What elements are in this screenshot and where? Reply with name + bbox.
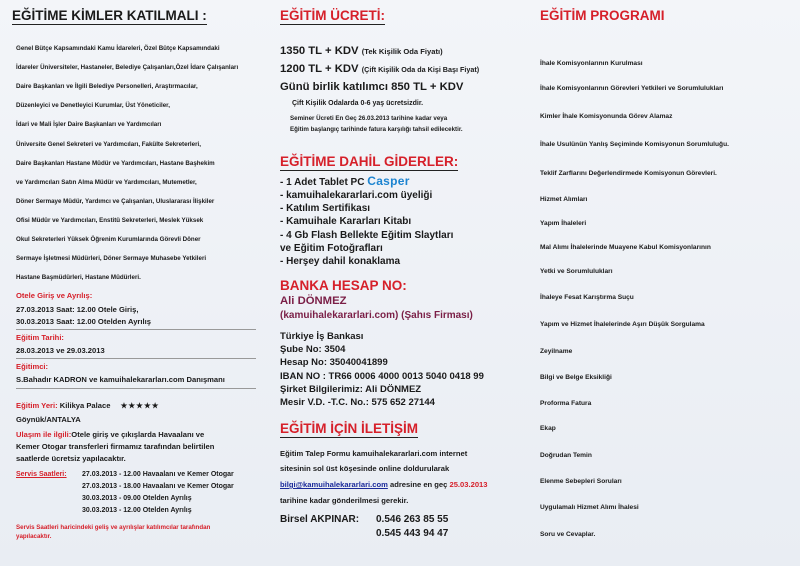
divider <box>16 329 256 330</box>
audience-item: Ofisi Müdür ve Yardımcıları, Enstitü Sekreterleri, Meslek Yüksek <box>16 216 204 224</box>
audience-item: Hastane Başmüdürleri, Hastane Müdürleri. <box>16 274 141 282</box>
fee-double: 1200 TL + KDV (Çift Kişilik Oda da Kişi Başı Fiyat) <box>280 63 480 75</box>
included-item: - Kamuihale Kararları Kitabı <box>280 216 412 228</box>
bank-title: BANKA HESAP NO: <box>280 278 407 293</box>
divider <box>16 388 256 389</box>
star-rating: ★★★★★ <box>120 401 160 410</box>
transport-line-1: Otele giriş ve çıkışlarda Havaalanı ve <box>71 430 205 439</box>
program-item: Proforma Fatura <box>540 400 592 407</box>
included-item: - Katılım Sertifikası <box>280 203 371 215</box>
program-item: Yapım ve Hizmet İhalelerinde Aşırı Düşük Sorgulama <box>540 321 705 328</box>
included-tablet: - 1 Adet Tablet PC Casper <box>280 174 410 188</box>
transport-line-3: saatlerde ücretsiz yapılacaktır. <box>16 454 126 463</box>
hotel-line-2: 30.03.2013 Saat: 12.00 Otelden Ayrılış <box>16 317 151 326</box>
program-item: İhale Usulünün Yanlış Seçiminde Komisyonun Sorumluluğu. <box>540 141 729 148</box>
service-time-3: 30.03.2013 - 09.00 Otelden Ayrılış <box>82 495 192 502</box>
audience-item: Üniversite Genel Sekreteri ve Yardımcıları, Fakülte Sekreterleri, <box>16 140 201 148</box>
casper-logo: Casper <box>367 174 410 188</box>
audience-item: Döner Sermaye Müdür, Yardımcı ve Çalışanları, Uluslararası İlişkiler <box>16 197 215 205</box>
program-title: EĞİTİM PROGRAMI <box>540 8 665 23</box>
contact-phone-2: 0.545 443 94 47 <box>376 528 449 539</box>
divider <box>16 358 256 359</box>
service-time-1: 27.03.2013 - 12.00 Havaalanı ve Kemer Otogar <box>82 471 234 478</box>
contact-email-link[interactable]: bilgi@kamuihalekararlari.com <box>280 480 388 489</box>
bank-line: Türkiye İş Bankası <box>280 331 364 342</box>
audience-item: Genel Bütçe Kapsamındaki Kamu İdareleri, Özel Bütçe Kapsamındaki <box>16 45 220 52</box>
footnote-line-1: Servis Saatleri haricindeki geliş ve ayrılışlar katılımcılar tarafından <box>16 524 211 531</box>
audience-item: Okul Sekreterleri Yüksek Öğrenim Kurumlarında Görevli Döner <box>16 236 201 243</box>
included-item: - Herşey dahil konaklama <box>280 256 401 267</box>
contact-name: Birsel AKPINAR: <box>280 514 360 525</box>
program-item: Mal Alımı İhalelerinde Muayene Kabul Komisyonlarının <box>540 244 711 251</box>
date-label: Eğitim Tarihi: <box>16 333 64 342</box>
service-time-4: 30.03.2013 - 12.00 Otelden Ayrılış <box>82 507 192 514</box>
bank-line: Şirket Bilgilerimiz: Ali DÖNMEZ <box>280 383 422 395</box>
audience-column <box>12 0 262 566</box>
transport-row <box>16 430 204 439</box>
program-item: Bilgi ve Belge Eksikliği <box>540 374 612 381</box>
fee-single: 1350 TL + KDV (Tek Kişilik Oda Fiyatı) <box>280 45 443 57</box>
program-item: Hizmet Alımları <box>540 196 588 203</box>
program-item: Yapım İhaleleri <box>540 220 587 227</box>
transport-label: Ulaşım ile ilgili: <box>16 430 72 439</box>
included-item: ve Eğitim Fotoğrafları <box>280 242 383 254</box>
bank-firm: (kamuihalekararlari.com) (Şahıs Firması) <box>280 310 473 321</box>
bank-line: IBAN NO : TR66 0006 4000 0013 5040 0418 99 <box>280 370 484 382</box>
contact-line-1: Eğitim Talep Formu kamuihalekararlari.com internet <box>280 449 468 458</box>
fee-title: EĞİTİM ÜCRETİ: <box>280 8 385 23</box>
included-item: - 4 Gb Flash Bellekte Eğitim Slaytları <box>280 229 454 241</box>
contact-line-2: sitesinin sol üst köşesinde online doldurularak <box>280 464 450 473</box>
fee-column <box>272 0 534 566</box>
bank-owner: Ali DÖNMEZ <box>280 295 347 307</box>
venue-city: Göynük/ANTALYA <box>16 415 81 424</box>
trainer-value: S.Bahadır KADRON ve kamuihalekararları.com Danışmanı <box>16 375 225 384</box>
program-item: İhale Komisyonlarının Kurulması <box>540 60 643 67</box>
fee-child: Çift Kişilik Odalarda 0-6 yaş ücretsizdir. <box>292 100 424 107</box>
contact-line-4: tarihine kadar gönderilmesi gerekir. <box>280 496 409 505</box>
service-label: Servis Saatleri: <box>16 471 67 478</box>
program-item: Uygulamalı Hizmet Alımı İhalesi <box>540 504 639 511</box>
audience-item: Sermaye İşletmesi Müdürleri, Döner Sermaye Muhasebe Yetkileri <box>16 255 207 263</box>
included-item: - kamuihalekararlari.com üyeliği <box>280 190 433 201</box>
venue-row <box>16 401 160 410</box>
audience-item: ve Yardımcıları Satın Alma Müdür ve Yardımcıları, Mutemetler, <box>16 178 197 186</box>
audience-item: Daire Başkanları ve İlgili Belediye Personelleri, Araştırmacılar, <box>16 83 198 91</box>
program-item: Yetki ve Sorumlulukları <box>540 268 613 275</box>
contact-line-3: bilgi@kamuihalekararlari.com adresine en geç 25.03.2013 <box>280 480 488 489</box>
hotel-line-1: 27.03.2013 Saat: 12.00 Otele Giriş, <box>16 305 139 314</box>
program-item: İhale Komisyonlarının Görevleri Yetkileri ve Sorumlulukları <box>540 85 724 92</box>
fee-pay-2: Eğitim başlangıç tarihinde fatura karşılığı tahsil edilecektir. <box>290 126 463 133</box>
program-column <box>540 0 792 566</box>
service-time-2: 27.03.2013 - 18.00 Havaalanı ve Kemer Otogar <box>82 483 234 490</box>
venue-label: Eğitim Yeri: <box>16 401 58 410</box>
bank-line: Hesap No: 35040041899 <box>280 357 388 369</box>
venue-value: Kilikya Palace <box>59 401 111 410</box>
contact-phone-1: 0.546 263 85 55 <box>376 514 449 525</box>
hotel-label: Otele Giriş ve Ayrılış: <box>16 291 93 300</box>
transport-line-2: Kemer Otogar transferleri firmamız tarafından belirtilen <box>16 442 215 451</box>
program-item: Soru ve Cevaplar. <box>540 531 596 538</box>
bank-line: Şube No: 3504 <box>280 344 346 356</box>
program-item: Teklif Zarflarını Değerlendirmede Komisyonun Görevleri. <box>540 170 717 177</box>
bank-line: Mesir V.D. -T.C. No.: 575 652 27144 <box>280 397 435 408</box>
program-item: İhaleye Fesat Karıştırma Suçu <box>540 294 634 301</box>
audience-title: EĞİTİME KİMLER KATILMALI : <box>12 8 207 23</box>
program-item: Elenme Sebepleri Soruları <box>540 478 622 485</box>
contact-deadline: 25.03.2013 <box>449 480 488 489</box>
fee-day: Günü birlik katılımcı 850 TL + KDV <box>280 81 464 93</box>
program-item: Ekap <box>540 425 556 432</box>
fee-pay-1: Seminer Ücreti En Geç 26.03.2013 tarihine kadar veya <box>290 115 448 122</box>
contact-title: EĞİTİM İÇİN İLETİŞİM <box>280 421 418 436</box>
program-item: Kimler İhale Komisyonunda Görev Alamaz <box>540 113 673 120</box>
program-item: Doğrudan Temin <box>540 452 592 459</box>
included-title: EĞİTİME DAHİL GİDERLER: <box>280 154 459 169</box>
audience-item: İdareler Üniversiteler, Hastaneler, Belediye Çalışanları,Özel İdare Çalışanları <box>16 64 239 72</box>
audience-item: İdari ve Mali İşler Daire Başkanları ve Yardımcıları <box>16 121 162 129</box>
audience-item: Daire Başkanları Hastane Müdür ve Yardımcıları, Hastane Başhekim <box>16 159 215 167</box>
audience-item: Düzenleyici ve Denetleyici Kurumlar, Üst Yöneticiler, <box>16 102 170 110</box>
date-value: 28.03.2013 ve 29.03.2013 <box>16 346 105 355</box>
trainer-label: Eğitimci: <box>16 362 49 371</box>
footnote-line-2: yapılacaktır. <box>16 533 52 540</box>
program-item: Zeyilname <box>540 348 573 355</box>
